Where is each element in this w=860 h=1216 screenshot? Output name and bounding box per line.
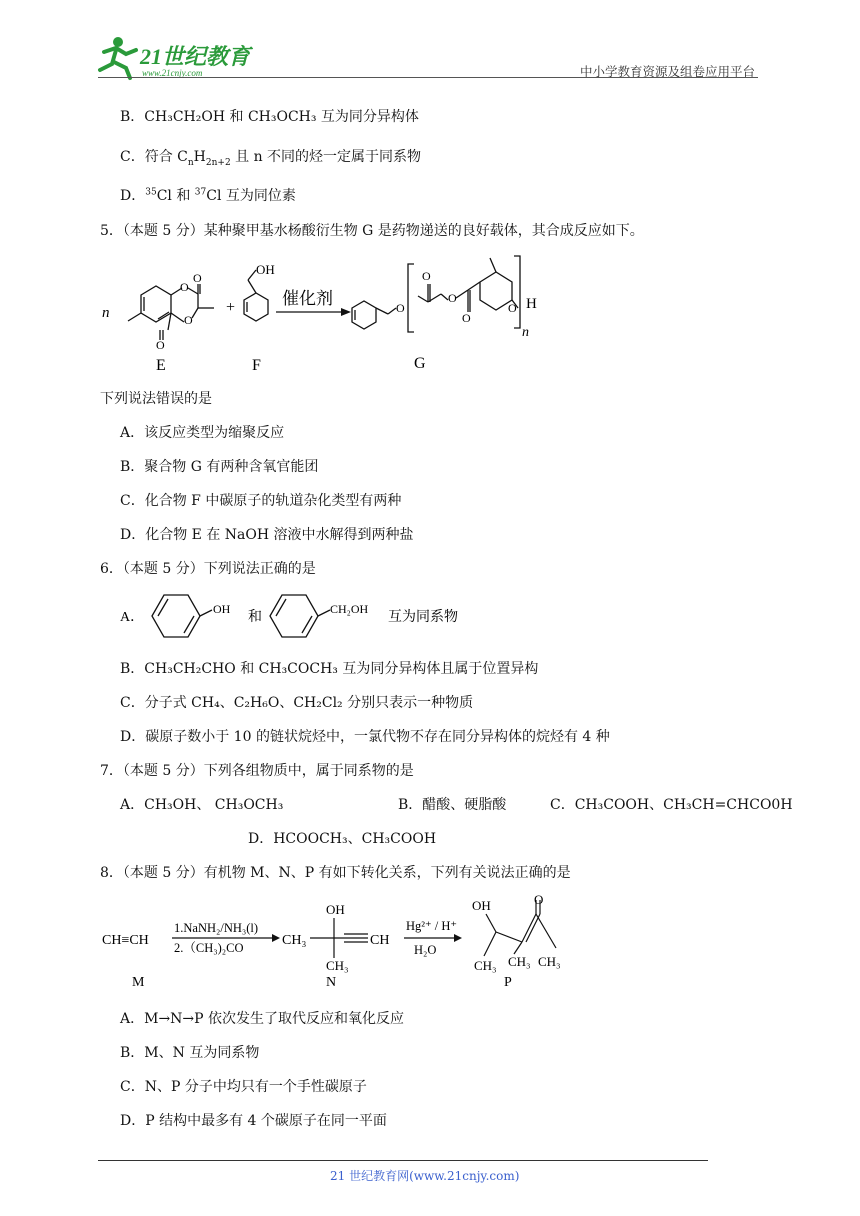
- q5-option-b: B．聚合物 G 有两种含氧官能团: [120, 459, 319, 475]
- catalyst-label: 催化剂: [282, 289, 333, 308]
- footer-divider: [98, 1160, 708, 1161]
- q7-option-b: B．醋酸、硬脂酸: [398, 797, 507, 813]
- e-o1: O: [180, 280, 189, 294]
- q5-stem: 5．（本题 5 分）某种聚甲基水杨酸衍生物 G 是药物递送的良好载体，其合成反应如下。: [100, 223, 644, 239]
- label-p: P: [504, 975, 512, 990]
- label-n: N: [326, 975, 337, 990]
- e-o2: O: [193, 271, 202, 285]
- q6-a-label: A．: [120, 610, 145, 625]
- scheme-m: CH≡CH: [102, 933, 149, 948]
- q6-a-and: 和: [248, 610, 262, 625]
- e-o3: O: [184, 313, 193, 327]
- q7-option-a: A．CH₃OH、 CH₃OCH₃: [120, 797, 284, 813]
- g-o3: O: [448, 291, 457, 305]
- step2-a: Hg²⁺ / H⁺: [406, 919, 457, 933]
- q6-option-b: B．CH₃CH₂CHO 和 CH₃COCH₃ 互为同分异构体且属于位置异构: [120, 661, 539, 677]
- label-f: F: [252, 357, 261, 374]
- site-logo: [92, 34, 262, 82]
- scheme-n-left: n: [102, 305, 110, 321]
- logo-url: www.21cnjy.com: [142, 68, 203, 78]
- label-e: E: [156, 357, 166, 374]
- p-o: O: [534, 892, 544, 907]
- q6-stem: 6．（本题 5 分）下列说法正确的是: [100, 561, 316, 577]
- q8-option-b: B．M、N 互为同系物: [120, 1045, 260, 1061]
- q5-reaction-scheme: [96, 250, 656, 379]
- runner-icon: [100, 37, 136, 78]
- n-ch3-bottom: CH₃: [326, 958, 349, 973]
- q5-option-d: D．化合物 E 在 NaOH 溶液中水解得到两种盐: [120, 527, 414, 543]
- label-m: M: [132, 975, 145, 990]
- header-platform-text: 中小学教育资源及组卷应用平台: [579, 64, 755, 79]
- q5-option-c: C．化合物 F 中碳原子的轨道杂化类型有两种: [120, 493, 402, 509]
- step1-b: 2.（CH₃)₂CO: [174, 941, 244, 955]
- q6-option-a: [120, 588, 480, 648]
- q6-option-c: C．分子式 CH₄、C₂H₆O、CH₂Cl₂ 分别只表示一种物质: [120, 695, 474, 711]
- q4-option-b: B．CH₃CH₂OH 和 CH₃OCH₃ 互为同分异构体: [120, 109, 419, 125]
- header-divider: [98, 77, 758, 78]
- step2-b: H₂O: [414, 943, 437, 957]
- q7-stem: 7．（本题 5 分）下列各组物质中，属于同系物的是: [100, 763, 414, 779]
- e-o4: O: [156, 338, 165, 352]
- q5-option-a: A．该反应类型为缩聚反应: [120, 425, 285, 441]
- q8-reaction-scheme: [100, 892, 580, 996]
- g-n: n: [522, 325, 529, 340]
- q8-option-a: A．M→N→P 依次发生了取代反应和氧化反应: [120, 1011, 405, 1027]
- g-o5: O: [508, 301, 517, 315]
- logo-text: 21世纪教育: [140, 44, 251, 69]
- q5-prompt: 下列说法错误的是: [100, 391, 212, 407]
- q7-option-d: D．HCOOCH₃、CH₃COOH: [248, 831, 437, 847]
- p-ch3-c: CH₃: [538, 954, 561, 969]
- p-ch3-a: CH₃: [474, 958, 497, 973]
- g-h: H: [526, 296, 537, 312]
- label-g: G: [414, 355, 426, 372]
- q8-option-d: D．P 结构中最多有 4 个碳原子在同一平面: [120, 1113, 387, 1129]
- benzyl-ch2oh: CH₂OH: [330, 602, 369, 616]
- p-oh: OH: [472, 898, 491, 913]
- plus-sign: +: [226, 299, 236, 316]
- q8-option-c: C．N、P 分子中均只有一个手性碳原子: [120, 1079, 367, 1095]
- footer-link[interactable]: 21 世纪教育网(www.21cnjy.com): [330, 1169, 520, 1183]
- n-ch: CH: [370, 933, 390, 948]
- q7-option-c: C．CH₃COOH、CH₃CH=CHCO0H: [550, 797, 793, 813]
- q8-stem: 8．（本题 5 分）有机物 M、N、P 有如下转化关系，下列有关说法正确的是: [100, 865, 571, 881]
- n-ch3-left: CH₃: [282, 933, 307, 948]
- p-ch3-b: CH₃: [508, 954, 531, 969]
- g-o2: O: [422, 269, 431, 283]
- q4-option-d: D．$^{35}$Cl 和 $^{37}$Cl 互为同位素: [120, 187, 296, 204]
- q6-option-d: D．碳原子数小于 10 的链状烷烃中，一氯代物不存在同分异构体的烷烃有 4 种: [120, 729, 610, 745]
- step1-a: 1.NaNH₂/NH₃(l): [174, 921, 259, 935]
- f-oh: OH: [256, 262, 275, 277]
- g-o1: O: [396, 301, 405, 315]
- n-oh: OH: [326, 902, 345, 917]
- g-o4: O: [462, 311, 471, 325]
- phenol-oh: OH: [213, 602, 231, 616]
- q4-option-c: C．符合 $C_nH_{2n+2}$ 且 n 不同的烃一定属于同系物: [120, 149, 422, 168]
- q6-a-tail: 互为同系物: [388, 610, 458, 625]
